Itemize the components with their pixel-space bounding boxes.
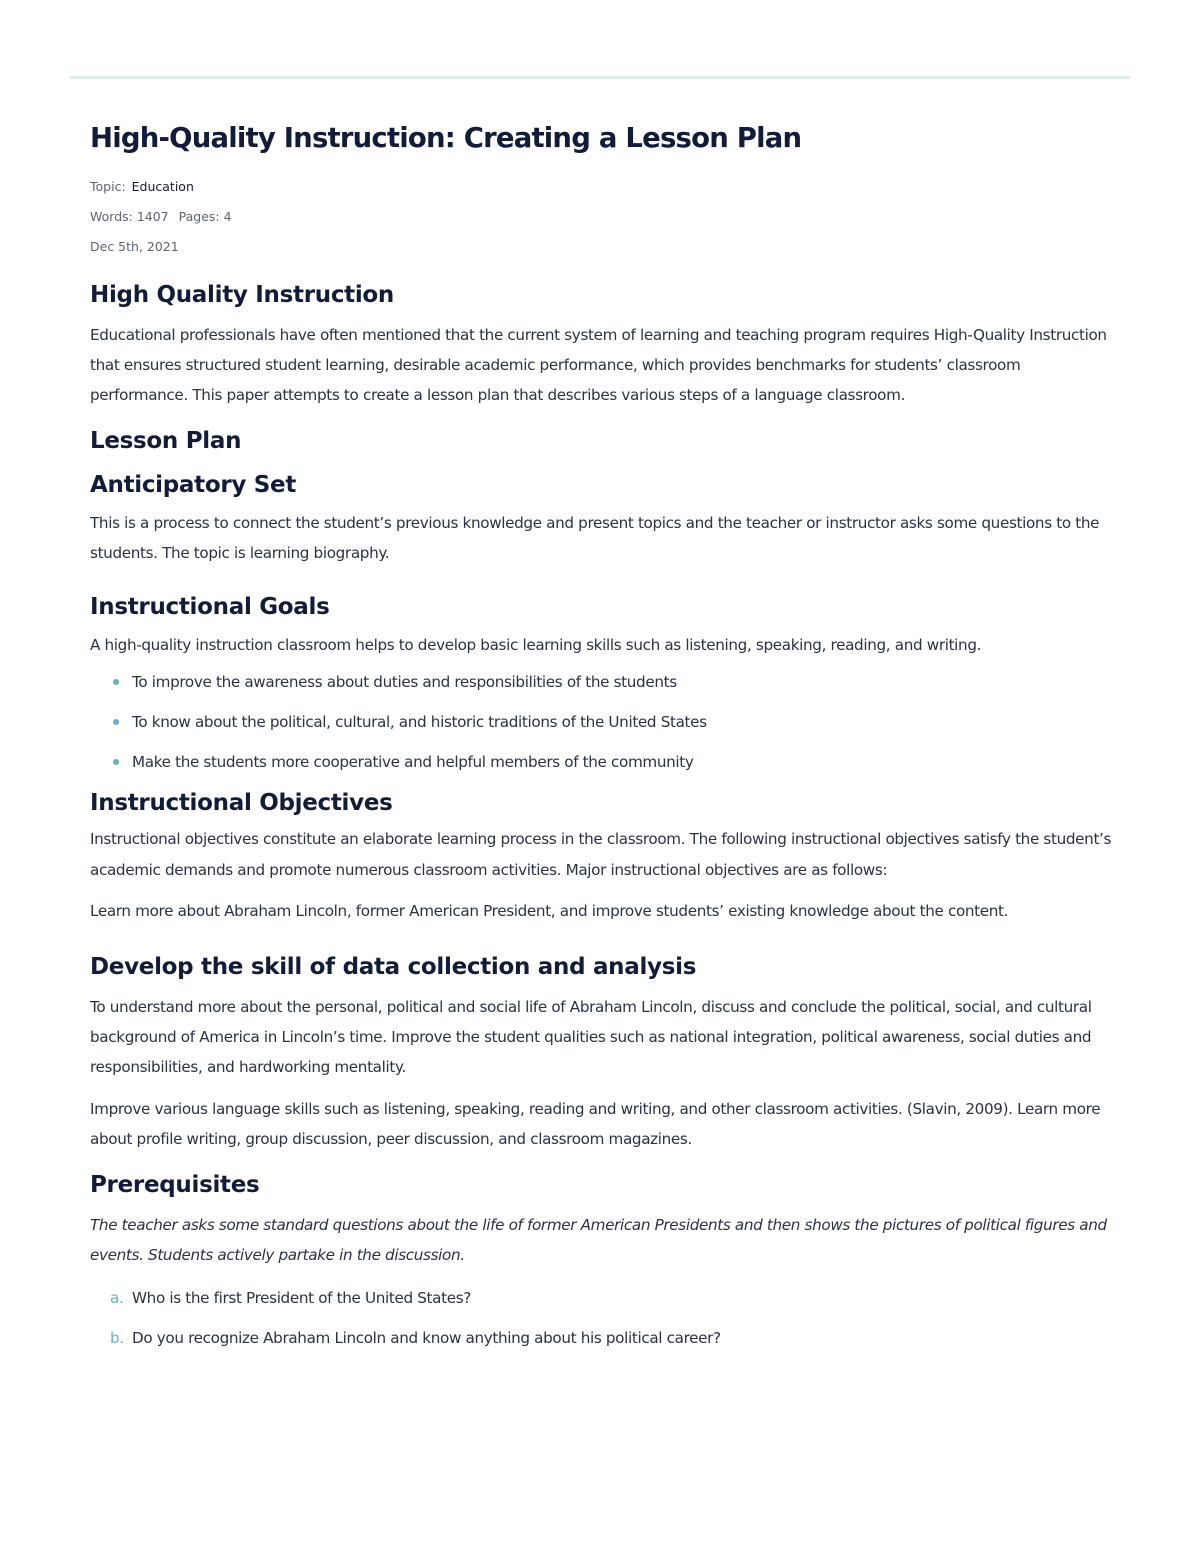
- date-line: [90, 232, 1120, 262]
- document-page: [90, 118, 1120, 1408]
- prerequisites-paragraph: The teacher asks some standard questions about the life of former American Presidents and then shows the pictures of political figures and events. Students actively partake in the discussion.: [90, 1216, 1107, 1264]
- data-skill-paragraph: To understand more about the personal, political and social life of Abraham Lincoln, discuss and conclude the political, social, and cultural background of America in Lincoln’s time. Improve the student qualities such as national integration, political awareness, social duties and responsibilities, and hardworking mentality.: [90, 998, 1092, 1076]
- list-item-text: Make the students more cooperative and helpful members of the community: [132, 753, 694, 771]
- list-item: [110, 1278, 1120, 1318]
- list-item-text: To know about the political, cultural, and historic traditions of the United States: [132, 713, 707, 731]
- section-heading-prerequisites: Prerequisites: [90, 1172, 260, 1198]
- list-item: [112, 662, 1120, 702]
- page-count: Pages: 4: [178, 209, 232, 224]
- stats-line: [90, 202, 1120, 232]
- bullet-icon: [113, 679, 119, 685]
- section-heading-lesson-plan: Lesson Plan: [90, 428, 242, 454]
- goals-list: [90, 662, 1120, 782]
- hqi-paragraph: Educational professionals have often mentioned that the current system of learning and teaching program requires High-Quality Instruction that ensures structured student learning, desirable academic performance, which provides benchmarks for students’ classroom performance. This paper attempts to create a lesson plan that describes various steps of a language classroom.: [90, 326, 1107, 404]
- list-item-text: Who is the first President of the United States?: [132, 1289, 471, 1307]
- top-divider: [70, 76, 1130, 79]
- topic-label: Topic:: [90, 179, 126, 194]
- list-item-text: Do you recognize Abraham Lincoln and know anything about his political career?: [132, 1329, 721, 1347]
- document-title: High-Quality Instruction: Creating a Lesson Plan: [90, 122, 802, 154]
- list-item: [112, 742, 1120, 782]
- prerequisites-list: [90, 1278, 1120, 1358]
- bullet-icon: [113, 719, 119, 725]
- publish-date: Dec 5th, 2021: [90, 239, 179, 254]
- section-heading-hqi: High Quality Instruction: [90, 282, 395, 308]
- list-item: [110, 1318, 1120, 1358]
- section-heading-anticipatory: Anticipatory Set: [90, 472, 297, 498]
- word-count: Words: 1407: [90, 209, 169, 224]
- section-heading-objectives: Instructional Objectives: [90, 790, 393, 816]
- list-marker: a.: [110, 1289, 124, 1307]
- topic-line: [90, 172, 1120, 202]
- objectives-paragraph-2: Learn more about Abraham Lincoln, former American President, and improve students’ existing knowledge about the content.: [90, 902, 1009, 920]
- list-item-text: To improve the awareness about duties and responsibilities of the students: [132, 673, 677, 691]
- list-item: [112, 702, 1120, 742]
- section-heading-data-skill: Develop the skill of data collection and analysis: [90, 954, 697, 980]
- anticipatory-paragraph: This is a process to connect the student’s previous knowledge and present topics and the teacher or instructor asks some questions to the students. The topic is learning biography.: [90, 514, 1100, 562]
- bullet-icon: [113, 759, 119, 765]
- topic-value: Education: [131, 179, 194, 194]
- list-marker: b.: [110, 1329, 124, 1347]
- data-skill-paragraph-2: Improve various language skills such as listening, speaking, reading and writing, and other classroom activities. (Slavin, 2009). Learn more about profile writing, group discussion, peer discussion, and classroom magazines.: [90, 1100, 1101, 1148]
- section-heading-goals: Instructional Goals: [90, 594, 330, 620]
- objectives-paragraph: Instructional objectives constitute an elaborate learning process in the classroom. The following instructional objectives satisfy the student’s academic demands and promote numerous classroom activities. Major instructional objectives are as follows:: [90, 830, 1112, 879]
- goals-paragraph: A high-quality instruction classroom helps to develop basic learning skills such as listening, speaking, reading, and writing.: [90, 636, 982, 654]
